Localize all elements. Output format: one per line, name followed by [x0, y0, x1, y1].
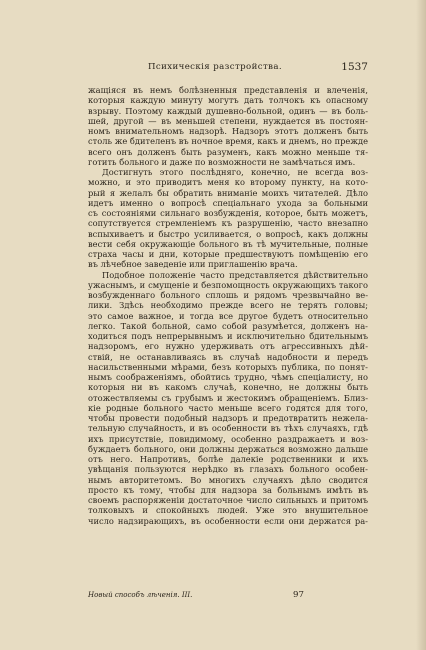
text-line: число надзирающихъ, въ особенности если они держатся ра-: [88, 515, 368, 526]
text-line: вспыхиваетъ и быстро усиливается, о вопросѣ, какъ должны: [88, 228, 368, 239]
text-line: готить больного и даже по возможности не замѣчаться имъ.: [88, 156, 356, 167]
text-line: съ состояніями сильнаго возбужденія, которое, быть можетъ,: [88, 208, 368, 218]
paragraph-3: [88, 270, 368, 526]
text-line: толковыхъ и спокойныхъ людей. Уже это внушительное: [88, 505, 368, 516]
text-line: всего онъ долженъ быть разуменъ, какъ можно меньше тя-: [88, 146, 368, 157]
paragraph-1: [88, 85, 368, 167]
text-line: отъ него. Напротивъ, болѣе далекіе родственники и ихъ: [88, 454, 368, 464]
text-line: ужаснымъ, и смущеніе и безпомощность окружающихъ такого: [88, 279, 368, 290]
paragraph-2: [88, 167, 368, 270]
text-line: страха часы и дни, которые предшествуютъ помѣщенію его: [88, 249, 368, 259]
text-line: рый я желалъ бы обратить вниманіе моихъ читателей. Дѣло: [88, 187, 368, 198]
text-line: увѣщанія пользуются нерѣдко въ глазахъ больного особен-: [88, 464, 368, 475]
text-line: которыя каждую минуту могутъ дать толчокъ къ опасному: [88, 95, 368, 106]
text-line: идетъ именно о вопросѣ спеціальнаго ухода за больными: [88, 197, 368, 208]
text-line: вести себя окружающіе больного въ тѣ мучительные, полные: [88, 238, 368, 249]
text-line: ходиться подъ непрерывнымъ и исключительно бдительнымъ: [88, 331, 368, 341]
running-head: Психическія разстройства.: [148, 62, 283, 72]
text-line: нымъ соображеніямъ, обойтись трудно, чѣмъ спеціалисту, но: [88, 372, 368, 382]
page-footer: [88, 591, 368, 603]
text-line: кіе родные больного часто меньше всего годятся для того,: [88, 402, 368, 413]
text-line: жащіяся въ немъ болѣзненныя представленія и влеченія,: [88, 85, 368, 95]
text-line: чтобы провести подобный надзоръ и предотвратить нежела-: [88, 413, 368, 423]
text-line: отожествляемы съ грубымъ и жестокимъ обращеніемъ. Близ-: [88, 392, 368, 403]
page-header: [88, 62, 368, 76]
sheet-number: 97: [293, 590, 304, 600]
page-number: 1537: [341, 61, 368, 73]
text-line: надзоромъ, его нужно удерживать отъ агрессивныхъ дѣй-: [88, 341, 368, 352]
text-line: лики. Здѣсь необходимо прежде всего не терять головы;: [88, 300, 368, 311]
text-line: тельную случайность, и въ особенности въ тѣхъ случаяхъ, гдѣ: [88, 423, 368, 434]
text-line: ихъ присутствіе, повидимому, особенно раздражаетъ и воз-: [88, 433, 368, 444]
text-line: просто къ тому, чтобы для надзора за больнымъ имѣть въ: [88, 484, 368, 495]
text-line: Подобное положеніе часто представляется дѣйствительно: [102, 269, 368, 280]
printer-signature: Новый способъ лѣченія. III.: [88, 591, 193, 599]
body-text: [88, 85, 368, 526]
text-line: столь же бдителенъ въ ночное время, какъ и днемъ, но прежде: [88, 136, 368, 147]
text-line: своемъ распоряженіи достаточное число сильныхъ и притомъ: [88, 495, 368, 505]
text-line: буждаетъ больного, они должны держаться возможно дальше: [88, 443, 368, 454]
text-line: которыя ни въ какомъ случаѣ, конечно, не должны быть: [88, 382, 368, 393]
text-line: легко. Такой больной, само собой разумѣется, долженъ на-: [88, 320, 368, 331]
text-line: взрыву. Поэтому каждый душевно-больной, одинъ — въ боль-: [88, 105, 368, 116]
text-line: ствій, не останавливаясь въ случаѣ надобности и передъ: [88, 351, 368, 362]
text-line: возбужденнаго больного сплошь и рядомъ чрезвычайно ве-: [88, 290, 368, 300]
text-line: можно, и это приводитъ меня ко второму пункту, на кото-: [88, 177, 368, 188]
text-line: въ лѣчебное заведеніе или приглашенію врача.: [88, 259, 298, 270]
text-line: сопутствуется стремленіемъ къ разрушенію, часто внезапно: [88, 218, 368, 229]
text-line: насильственными мѣрами, безъ которыхъ публика, по понят-: [88, 361, 368, 372]
text-line: это самое важное, и тогда все другое будетъ относительно: [88, 310, 368, 321]
text-line: нымъ авторитетомъ. Во многихъ случаяхъ дѣло сводится: [88, 474, 368, 485]
text-line: шей, другой — въ меньшей степени, нуждается въ постоян-: [88, 115, 368, 126]
text-line: номъ внимательномъ надзорѣ. Надзоръ этотъ долженъ быть: [88, 126, 368, 136]
text-line: Достигнуть этого послѣдняго, конечно, не всегда воз-: [102, 167, 368, 177]
